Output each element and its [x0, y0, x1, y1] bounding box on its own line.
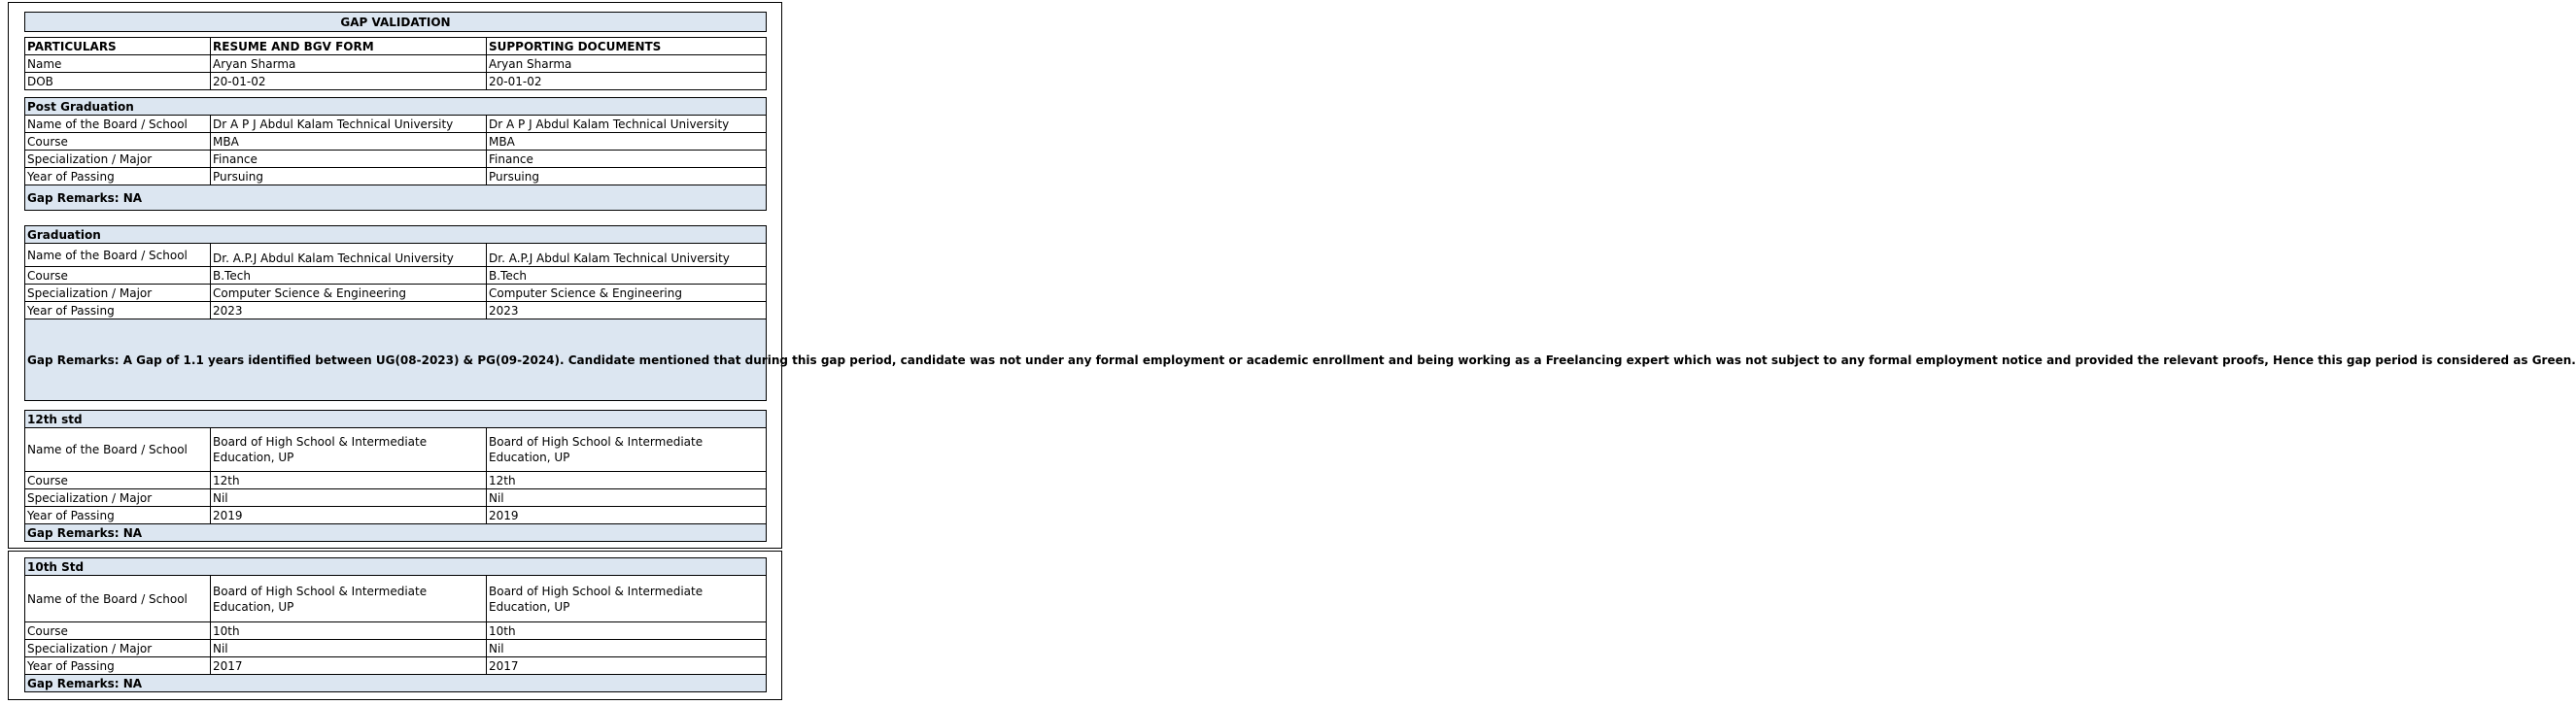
std12-board-docs: Board of High School & Intermediate Education, UP: [487, 428, 767, 472]
graduation-table: [24, 225, 2576, 401]
std12-heading: 12th std: [25, 411, 767, 428]
personal-table: [24, 37, 767, 90]
year-label: Year of Passing: [25, 507, 211, 524]
std10-course-docs: 10th: [487, 622, 767, 640]
std10-year-docs: 2017: [487, 657, 767, 675]
std12-gap-remarks: Gap Remarks: NA: [25, 524, 767, 542]
board-label: Name of the Board / School: [25, 116, 211, 133]
std12-year-resume: 2019: [211, 507, 487, 524]
header-supporting: SUPPORTING DOCUMENTS: [487, 38, 767, 55]
header-resume: RESUME AND BGV FORM: [211, 38, 487, 55]
table-row: [25, 151, 767, 168]
std12-spec-docs: Nil: [487, 489, 767, 507]
ug-board-docs: Dr. A.P.J Abdul Kalam Technical University: [487, 244, 767, 267]
pg-board-docs: Dr A P J Abdul Kalam Technical University: [487, 116, 767, 133]
course-label: Course: [25, 133, 211, 151]
ug-year-docs: 2023: [487, 302, 767, 319]
name-docs: Aryan Sharma: [487, 55, 767, 73]
pg-spec-resume: Finance: [211, 151, 487, 168]
std12-spec-resume: Nil: [211, 489, 487, 507]
table-row: [25, 507, 767, 524]
std10-board-docs: Board of High School & Intermediate Education, UP: [487, 576, 767, 622]
table-row: [25, 168, 767, 185]
std10-table: [24, 557, 767, 692]
table-row: [25, 657, 767, 675]
table-row: [25, 302, 767, 319]
table-row: [25, 428, 767, 472]
std10-year-resume: 2017: [211, 657, 487, 675]
ug-course-resume: B.Tech: [211, 267, 487, 285]
board-label: Name of the Board / School: [25, 244, 211, 267]
table-row: [25, 116, 767, 133]
std12-year-docs: 2019: [487, 507, 767, 524]
pg-year-docs: Pursuing: [487, 168, 767, 185]
year-label: Year of Passing: [25, 302, 211, 319]
board-label: Name of the Board / School: [25, 428, 211, 472]
ug-year-resume: 2023: [211, 302, 487, 319]
specialization-label: Specialization / Major: [25, 151, 211, 168]
table-row: [25, 640, 767, 657]
header-table: [24, 12, 767, 32]
table-row: [25, 489, 767, 507]
std12-course-docs: 12th: [487, 472, 767, 489]
page-title: GAP VALIDATION: [25, 13, 767, 32]
pg-spec-docs: Finance: [487, 151, 767, 168]
std10-spec-resume: Nil: [211, 640, 487, 657]
table-row: [25, 285, 767, 302]
std10-course-resume: 10th: [211, 622, 487, 640]
specialization-label: Specialization / Major: [25, 489, 211, 507]
std10-board-resume: Board of High School & Intermediate Education, UP: [211, 576, 487, 622]
course-label: Course: [25, 267, 211, 285]
table-row: [25, 55, 767, 73]
specialization-label: Specialization / Major: [25, 285, 211, 302]
pg-gap-remarks: Gap Remarks: NA: [25, 185, 767, 211]
table-row: [25, 267, 767, 285]
ug-board-resume: Dr. A.P.J Abdul Kalam Technical University: [211, 244, 487, 267]
year-label: Year of Passing: [25, 168, 211, 185]
pg-course-resume: MBA: [211, 133, 487, 151]
dob-label: DOB: [25, 73, 211, 90]
ug-spec-docs: Computer Science & Engineering: [487, 285, 767, 302]
specialization-label: Specialization / Major: [25, 640, 211, 657]
table-row: [25, 133, 767, 151]
table-row: [25, 622, 767, 640]
std10-heading: 10th Std: [25, 558, 767, 576]
table-row: [25, 244, 767, 267]
post-graduation-table: [24, 97, 767, 211]
std10-spec-docs: Nil: [487, 640, 767, 657]
pg-board-resume: Dr A P J Abdul Kalam Technical University: [211, 116, 487, 133]
name-label: Name: [25, 55, 211, 73]
table-row: [25, 73, 767, 90]
course-label: Course: [25, 622, 211, 640]
ug-gap-remarks: Gap Remarks: A Gap of 1.1 years identified between UG(08-2023) & PG(09-2024). Candidate mentioned that during this gap period, candidate was not under any formal employment or academic enrollment and being working as a Freelancing expert which was not subject to any formal employment notice and provided the relevant proofs, Hence this gap period is considered as Green.: [25, 319, 767, 401]
header-particulars: PARTICULARS: [25, 38, 211, 55]
std12-table: [24, 410, 767, 542]
course-label: Course: [25, 472, 211, 489]
dob-resume: 20-01-02: [211, 73, 487, 90]
post-graduation-heading: Post Graduation: [25, 98, 767, 116]
table-row: [25, 576, 767, 622]
board-label: Name of the Board / School: [25, 576, 211, 622]
table-row: [25, 472, 767, 489]
pg-course-docs: MBA: [487, 133, 767, 151]
pg-year-resume: Pursuing: [211, 168, 487, 185]
dob-docs: 20-01-02: [487, 73, 767, 90]
std12-board-resume: Board of High School & Intermediate Education, UP: [211, 428, 487, 472]
year-label: Year of Passing: [25, 657, 211, 675]
ug-course-docs: B.Tech: [487, 267, 767, 285]
name-resume: Aryan Sharma: [211, 55, 487, 73]
std10-gap-remarks: Gap Remarks: NA: [25, 675, 767, 692]
std12-course-resume: 12th: [211, 472, 487, 489]
ug-spec-resume: Computer Science & Engineering: [211, 285, 487, 302]
graduation-heading: Graduation: [25, 226, 767, 244]
